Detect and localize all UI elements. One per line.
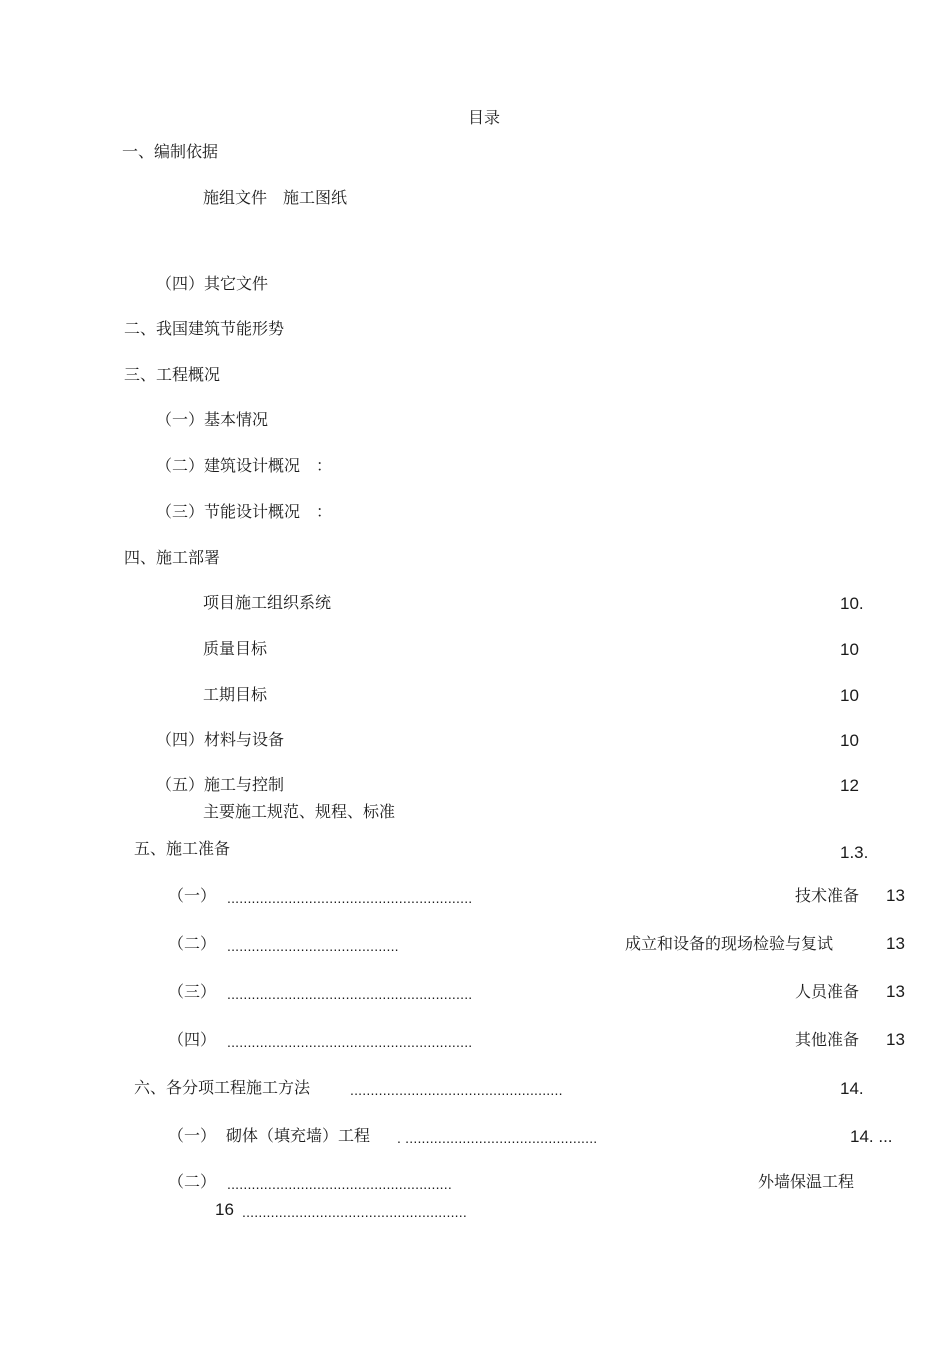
sec5-item1-num: （一） <box>168 886 217 905</box>
sec1-heading: 一、编制依据 <box>122 142 219 161</box>
sec6-item2-dots2: ....................................................... <box>242 1204 467 1220</box>
toc-title: 目录 <box>468 108 501 127</box>
sec4-item4-page: 10 <box>840 731 859 750</box>
sec1-item4: （四）其它文件 <box>156 274 269 293</box>
sec4-item3-page: 10 <box>840 686 859 705</box>
sec6-dots: .................................................... <box>350 1082 563 1098</box>
sec5-item1-dots: ............................................................ <box>227 890 473 906</box>
sec6-item1-page: 14. ... <box>850 1127 893 1146</box>
sec6-item1-label: 砌体（填充墙）工程 <box>226 1126 371 1145</box>
sec5-item4-dots: ............................................................ <box>227 1034 473 1050</box>
sec3-item3: （三）节能设计概况 ： <box>156 502 333 521</box>
sec5-item2-num: （二） <box>168 934 217 953</box>
sec6-heading: 六、各分项工程施工方法 <box>134 1078 311 1097</box>
sec6-item1-dots: . ............................................... <box>397 1130 598 1146</box>
sec4-item1-page: 10. <box>840 594 864 613</box>
sec5-item4-num: （四） <box>168 1030 217 1049</box>
sec3-item2: （二）建筑设计概况 ： <box>156 456 333 475</box>
sec5-item2-dots: .......................................... <box>227 938 399 954</box>
sec4-item5-page: 12 <box>840 776 859 795</box>
sec4-item2-page: 10 <box>840 640 859 659</box>
sec5-item4-page: 13 <box>886 1030 905 1049</box>
sec6-item2-dots: ....................................................... <box>227 1176 452 1192</box>
sec6-item1-num: （一） <box>168 1126 217 1145</box>
sec5-item3-page: 13 <box>886 982 905 1001</box>
sec4-item2-label: 质量目标 <box>203 639 268 658</box>
sec5-item1-label: 技术准备 <box>795 886 860 905</box>
sec5-item4-label: 其他准备 <box>795 1030 860 1049</box>
sec6-page: 14. <box>840 1079 864 1098</box>
sec5-item3-dots: ............................................................ <box>227 986 473 1002</box>
sec5-item2-label: 成立和设备的现场检验与复试 <box>625 934 834 953</box>
sec4-item4-label: （四）材料与设备 <box>156 730 285 749</box>
sec5-item1-page: 13 <box>886 886 905 905</box>
sec3-heading: 三、工程概况 <box>124 365 221 384</box>
sec6-item2-page: 16 <box>215 1200 234 1219</box>
sec5-page: 1.3. <box>840 843 869 862</box>
sec3-item1: （一）基本情况 <box>156 410 269 429</box>
sec2-heading: 二、我国建筑节能形势 <box>124 319 285 338</box>
sec5-item3-label: 人员准备 <box>795 982 860 1001</box>
sec5-item2-page: 13 <box>886 934 905 953</box>
sec6-item2-num: （二） <box>168 1172 217 1191</box>
sec4-extra: 主要施工规范、规程、标准 <box>203 802 396 821</box>
sec4-item5-label: （五）施工与控制 <box>156 775 285 794</box>
sec4-item3-label: 工期目标 <box>203 685 268 704</box>
sec5-heading: 五、施工准备 <box>134 839 231 858</box>
sec6-item2-label: 外墙保温工程 <box>758 1172 855 1191</box>
sec4-heading: 四、施工部署 <box>124 548 221 567</box>
sec1-line1: 施组文件 施工图纸 <box>203 188 348 207</box>
sec5-item3-num: （三） <box>168 982 217 1001</box>
sec4-item1-label: 项目施工组织系统 <box>203 593 332 612</box>
